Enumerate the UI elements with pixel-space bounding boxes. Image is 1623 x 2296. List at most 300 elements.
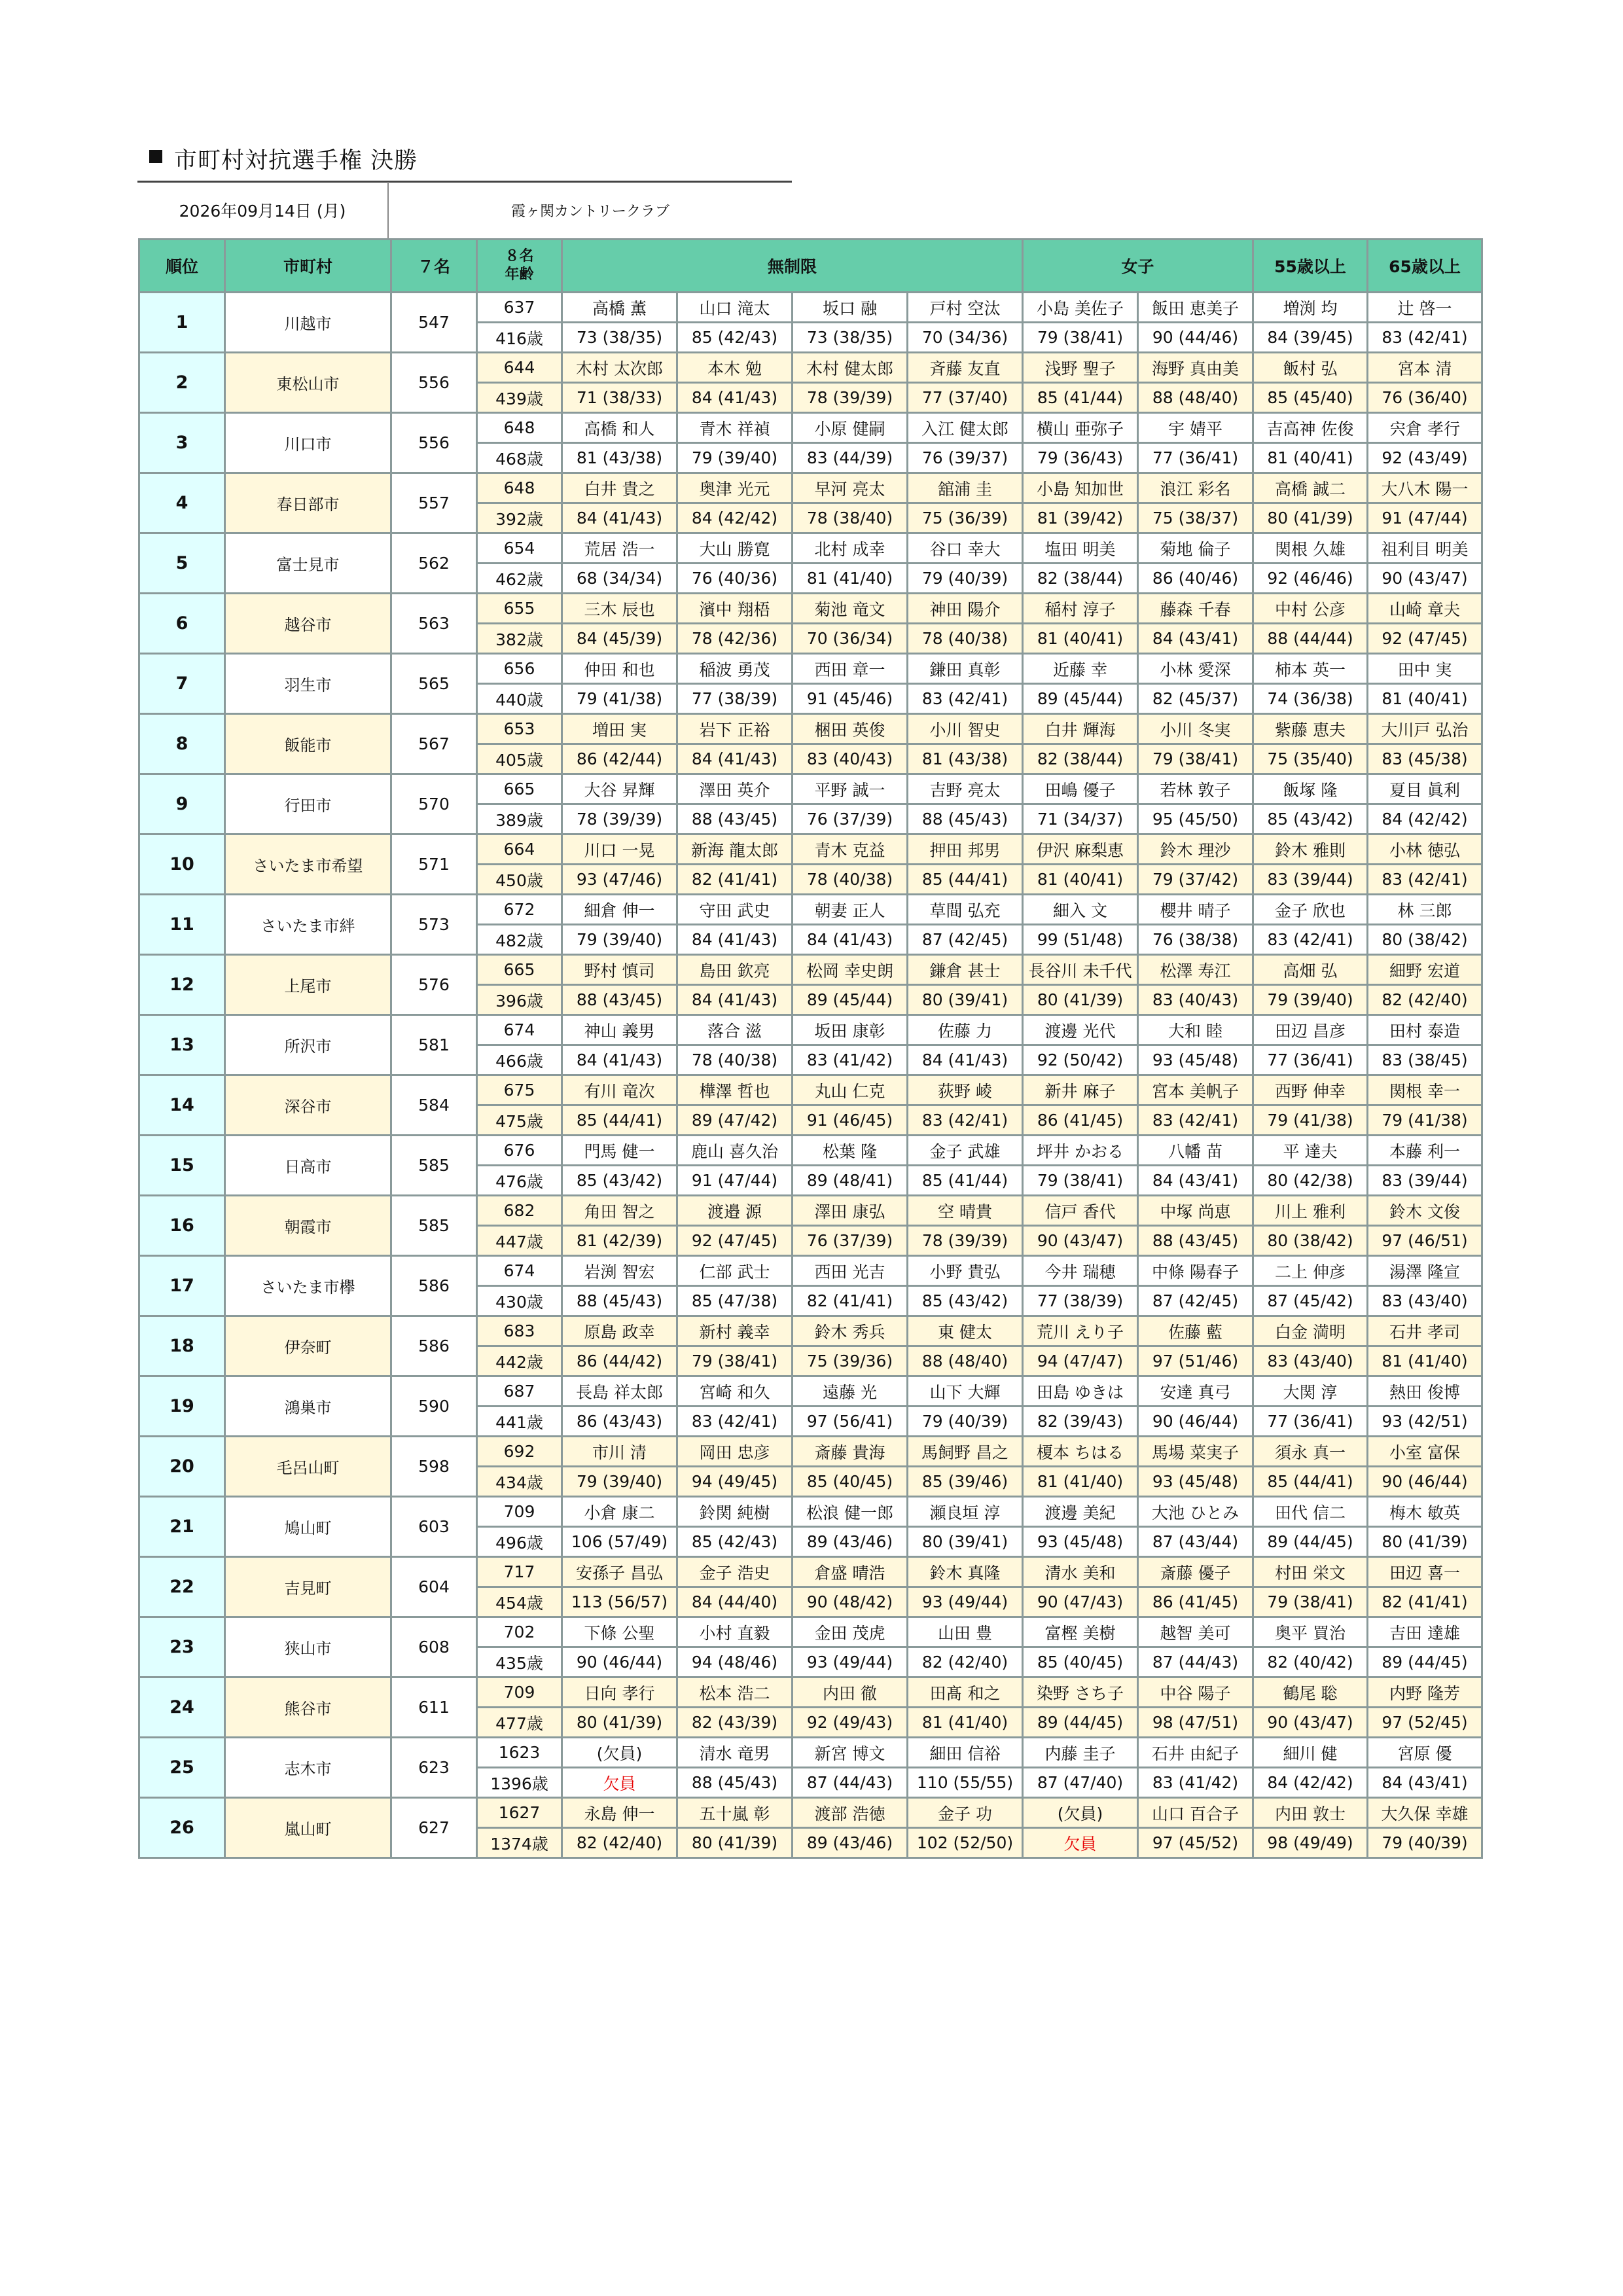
over-55-player-cell: 須永 真一 — [1253, 1437, 1368, 1467]
over-65-player-cell: 田村 泰造 — [1368, 1015, 1482, 1045]
women-score-1-cell: 85 (40/45) — [1023, 1647, 1138, 1677]
city-cell: 飯能市 — [225, 714, 391, 774]
table-row — [139, 1617, 1482, 1647]
city-cell: 志木市 — [225, 1738, 391, 1798]
open-score-1-cell: 79 (41/38) — [562, 684, 677, 714]
women-player-1-cell: 内藤 圭子 — [1023, 1738, 1138, 1768]
eight-age-cell: 434歳 — [477, 1467, 562, 1497]
open-score-4-cell: 85 (44/41) — [908, 865, 1023, 895]
women-score-2-cell: 90 (46/44) — [1138, 1407, 1253, 1437]
rank-cell: 7 — [139, 654, 225, 714]
open-score-1-cell: 68 (34/34) — [562, 564, 677, 594]
over-55-player-cell: 柿本 英一 — [1253, 654, 1368, 684]
eight-age-cell: 466歳 — [477, 1045, 562, 1075]
open-score-4-cell: 110 (55/55) — [908, 1768, 1023, 1798]
table-row — [139, 1437, 1482, 1467]
rank-cell: 10 — [139, 834, 225, 895]
over-65-score-cell: 76 (36/40) — [1368, 383, 1482, 413]
eight-age-cell: 389歳 — [477, 804, 562, 834]
women-player-2-cell: 櫻井 晴子 — [1138, 895, 1253, 925]
open-score-2-cell: 84 (41/43) — [677, 925, 793, 955]
event-venue: 霞ヶ関カントリークラブ — [510, 203, 669, 220]
open-score-1-cell: 73 (38/35) — [562, 323, 677, 353]
women-player-2-cell: 鈴木 理沙 — [1138, 834, 1253, 865]
women-score-1-cell: 79 (36/43) — [1023, 443, 1138, 473]
women-player-1-cell: 榎本 ちはる — [1023, 1437, 1138, 1467]
women-player-2-cell: 石井 由紀子 — [1138, 1738, 1253, 1768]
open-score-3-cell: 78 (38/40) — [793, 503, 908, 533]
seven-total-cell: 627 — [391, 1798, 477, 1858]
rank-cell: 23 — [139, 1617, 225, 1677]
open-score-3-cell: 78 (39/39) — [793, 383, 908, 413]
open-player-4-cell: 馬飼野 昌之 — [908, 1437, 1023, 1467]
open-score-3-cell: 84 (41/43) — [793, 925, 908, 955]
open-score-2-cell: 91 (47/44) — [677, 1166, 793, 1196]
eight-age-cell: 477歳 — [477, 1708, 562, 1738]
over-65-score-cell: 79 (41/38) — [1368, 1105, 1482, 1136]
seven-total-cell: 556 — [391, 413, 477, 473]
open-player-3-cell: 西田 章一 — [793, 654, 908, 684]
seven-total-cell: 557 — [391, 473, 477, 533]
table-header-row — [139, 240, 1482, 293]
seven-total-cell: 556 — [391, 353, 477, 413]
open-score-2-cell: 77 (38/39) — [677, 684, 793, 714]
over-55-player-cell: 紫藤 恵夫 — [1253, 714, 1368, 744]
open-player-4-cell: 押田 邦男 — [908, 834, 1023, 865]
table-row — [139, 1557, 1482, 1587]
women-player-1-cell: 新井 麻子 — [1023, 1075, 1138, 1105]
open-score-3-cell: 87 (44/43) — [793, 1768, 908, 1798]
open-score-1-cell: 80 (41/39) — [562, 1708, 677, 1738]
open-score-1-cell: 欠員 — [562, 1768, 677, 1798]
eight-age-cell: 1396歳 — [477, 1768, 562, 1798]
over-65-score-cell: 84 (42/42) — [1368, 804, 1482, 834]
over-55-player-cell: 内田 敦士 — [1253, 1798, 1368, 1828]
open-player-2-cell: 小村 直毅 — [677, 1617, 793, 1647]
women-player-2-cell: 宮本 美帆子 — [1138, 1075, 1253, 1105]
over-65-player-cell: 祖利目 明美 — [1368, 533, 1482, 564]
rank-cell: 18 — [139, 1316, 225, 1376]
over-65-player-cell: 大久保 幸雄 — [1368, 1798, 1482, 1828]
open-player-2-cell: 新村 義幸 — [677, 1316, 793, 1346]
open-score-3-cell: 90 (48/42) — [793, 1587, 908, 1617]
open-player-3-cell: 梱田 英俊 — [793, 714, 908, 744]
over-65-player-cell: 本藤 利一 — [1368, 1136, 1482, 1166]
open-score-4-cell: 81 (41/40) — [908, 1708, 1023, 1738]
women-score-1-cell: 92 (50/42) — [1023, 1045, 1138, 1075]
header-seven-total: ７名 — [391, 240, 477, 293]
open-score-3-cell: 93 (49/44) — [793, 1647, 908, 1677]
open-score-2-cell: 88 (45/43) — [677, 1768, 793, 1798]
over-55-player-cell: 村田 栄文 — [1253, 1557, 1368, 1587]
women-score-2-cell: 97 (51/46) — [1138, 1346, 1253, 1376]
table-row — [139, 714, 1482, 744]
header-eight-age: ８名 年齢 — [477, 240, 562, 293]
open-player-1-cell: 仲田 和也 — [562, 654, 677, 684]
open-score-1-cell: 84 (41/43) — [562, 503, 677, 533]
women-score-2-cell: 97 (45/52) — [1138, 1828, 1253, 1858]
seven-total-cell: 576 — [391, 955, 477, 1015]
open-player-1-cell: 永島 伸一 — [562, 1798, 677, 1828]
over-55-player-cell: 飯村 弘 — [1253, 353, 1368, 383]
open-score-2-cell: 79 (39/40) — [677, 443, 793, 473]
open-score-2-cell: 85 (42/43) — [677, 1527, 793, 1557]
open-score-3-cell: 83 (44/39) — [793, 443, 908, 473]
table-row — [139, 1015, 1482, 1045]
open-player-3-cell: 青木 克益 — [793, 834, 908, 865]
open-player-3-cell: 松岡 幸史朗 — [793, 955, 908, 985]
open-score-2-cell: 85 (47/38) — [677, 1286, 793, 1316]
rank-cell: 24 — [139, 1677, 225, 1738]
event-info-row — [137, 182, 792, 238]
open-player-3-cell: 遠藤 光 — [793, 1376, 908, 1407]
table-row — [139, 353, 1482, 383]
open-player-2-cell: 松本 浩二 — [677, 1677, 793, 1708]
city-cell: 狭山市 — [225, 1617, 391, 1677]
women-score-1-cell: 82 (39/43) — [1023, 1407, 1138, 1437]
open-player-4-cell: 吉野 亮太 — [908, 774, 1023, 804]
open-score-3-cell: 83 (40/43) — [793, 744, 908, 774]
eight-total-cell: 648 — [477, 413, 562, 443]
city-cell: 所沢市 — [225, 1015, 391, 1075]
eight-total-cell: 676 — [477, 1136, 562, 1166]
women-score-2-cell: 86 (40/46) — [1138, 564, 1253, 594]
women-player-2-cell: 浪江 彩名 — [1138, 473, 1253, 503]
header-women: 女子 — [1023, 240, 1253, 293]
city-cell: 伊奈町 — [225, 1316, 391, 1376]
open-score-4-cell: 88 (45/43) — [908, 804, 1023, 834]
eight-total-cell: 1623 — [477, 1738, 562, 1768]
women-player-1-cell: 渡邊 光代 — [1023, 1015, 1138, 1045]
table-row — [139, 774, 1482, 804]
open-score-3-cell: 91 (45/46) — [793, 684, 908, 714]
women-score-1-cell: 89 (44/45) — [1023, 1708, 1138, 1738]
open-player-1-cell: 有川 竜次 — [562, 1075, 677, 1105]
open-player-2-cell: 濱中 翔梧 — [677, 594, 793, 624]
women-player-2-cell: 大池 ひとみ — [1138, 1497, 1253, 1527]
open-score-4-cell: 81 (43/38) — [908, 744, 1023, 774]
open-player-1-cell: 日向 孝行 — [562, 1677, 677, 1708]
women-score-1-cell: 94 (47/47) — [1023, 1346, 1138, 1376]
open-score-3-cell: 73 (38/35) — [793, 323, 908, 353]
open-player-1-cell: (欠員) — [562, 1738, 677, 1768]
table-row — [139, 1376, 1482, 1407]
women-score-2-cell: 88 (48/40) — [1138, 383, 1253, 413]
open-player-1-cell: 荒居 浩一 — [562, 533, 677, 564]
women-score-2-cell: 87 (42/45) — [1138, 1286, 1253, 1316]
open-score-2-cell: 80 (41/39) — [677, 1828, 793, 1858]
women-score-1-cell: 71 (34/37) — [1023, 804, 1138, 834]
city-cell: さいたま市希望 — [225, 834, 391, 895]
eight-total-cell: 709 — [477, 1677, 562, 1708]
open-player-3-cell: 西田 光吉 — [793, 1256, 908, 1286]
eight-total-cell: 672 — [477, 895, 562, 925]
over-65-player-cell: 吉田 達雄 — [1368, 1617, 1482, 1647]
city-cell: 羽生市 — [225, 654, 391, 714]
open-player-4-cell: 鈴木 真隆 — [908, 1557, 1023, 1587]
eight-total-cell: 675 — [477, 1075, 562, 1105]
open-score-3-cell: 97 (56/41) — [793, 1407, 908, 1437]
women-score-1-cell: 99 (51/48) — [1023, 925, 1138, 955]
open-score-4-cell: 78 (40/38) — [908, 624, 1023, 654]
eight-total-cell: 1627 — [477, 1798, 562, 1828]
over-65-score-cell: 97 (46/51) — [1368, 1226, 1482, 1256]
rank-cell: 17 — [139, 1256, 225, 1316]
over-65-score-cell: 90 (43/47) — [1368, 564, 1482, 594]
over-55-player-cell: 中村 公彦 — [1253, 594, 1368, 624]
open-player-1-cell: 木村 太次郎 — [562, 353, 677, 383]
over-55-player-cell: 奥平 買治 — [1253, 1617, 1368, 1647]
women-score-1-cell: 89 (45/44) — [1023, 684, 1138, 714]
open-player-1-cell: 川口 一晃 — [562, 834, 677, 865]
open-score-4-cell: 76 (39/37) — [908, 443, 1023, 473]
over-65-player-cell: 夏目 眞利 — [1368, 774, 1482, 804]
seven-total-cell: 570 — [391, 774, 477, 834]
seven-total-cell: 603 — [391, 1497, 477, 1557]
rank-cell: 16 — [139, 1196, 225, 1256]
eight-total-cell: 702 — [477, 1617, 562, 1647]
eight-age-cell: 468歳 — [477, 443, 562, 473]
table-row — [139, 834, 1482, 865]
open-score-1-cell: 85 (44/41) — [562, 1105, 677, 1136]
women-score-1-cell: 85 (41/44) — [1023, 383, 1138, 413]
page-title-block — [137, 143, 792, 183]
table-row — [139, 594, 1482, 624]
seven-total-cell: 571 — [391, 834, 477, 895]
over-55-player-cell: 金子 欣也 — [1253, 895, 1368, 925]
open-player-2-cell: 樺澤 哲也 — [677, 1075, 793, 1105]
open-score-2-cell: 89 (47/42) — [677, 1105, 793, 1136]
over-55-score-cell: 84 (39/45) — [1253, 323, 1368, 353]
open-player-2-cell: 澤田 英介 — [677, 774, 793, 804]
women-score-2-cell: 84 (43/41) — [1138, 624, 1253, 654]
over-55-player-cell: 白金 満明 — [1253, 1316, 1368, 1346]
open-player-1-cell: 門馬 健一 — [562, 1136, 677, 1166]
over-65-player-cell: 田中 実 — [1368, 654, 1482, 684]
open-score-1-cell: 79 (39/40) — [562, 1467, 677, 1497]
open-score-4-cell: 78 (39/39) — [908, 1226, 1023, 1256]
open-player-2-cell: 仁部 武士 — [677, 1256, 793, 1286]
over-55-score-cell: 85 (45/40) — [1253, 383, 1368, 413]
women-player-1-cell: 小島 美佐子 — [1023, 293, 1138, 323]
over-55-player-cell: 関根 久雄 — [1253, 533, 1368, 564]
eight-age-cell: 454歳 — [477, 1587, 562, 1617]
open-player-4-cell: 小野 貴弘 — [908, 1256, 1023, 1286]
open-score-2-cell: 84 (44/40) — [677, 1587, 793, 1617]
women-score-1-cell: 81 (41/40) — [1023, 1467, 1138, 1497]
eight-total-cell: 644 — [477, 353, 562, 383]
women-score-1-cell: 80 (41/39) — [1023, 985, 1138, 1015]
over-65-player-cell: 石井 孝司 — [1368, 1316, 1482, 1346]
open-player-4-cell: 佐藤 力 — [908, 1015, 1023, 1045]
seven-total-cell: 608 — [391, 1617, 477, 1677]
rank-cell: 2 — [139, 353, 225, 413]
open-player-1-cell: 細倉 伸一 — [562, 895, 677, 925]
eight-age-cell: 462歳 — [477, 564, 562, 594]
open-player-1-cell: 増田 実 — [562, 714, 677, 744]
open-player-2-cell: 岡田 忠彦 — [677, 1437, 793, 1467]
over-55-player-cell: 吉高神 佐俊 — [1253, 413, 1368, 443]
open-player-2-cell: 新海 龍太郎 — [677, 834, 793, 865]
over-65-score-cell: 80 (41/39) — [1368, 1527, 1482, 1557]
open-player-3-cell: 渡部 浩徳 — [793, 1798, 908, 1828]
open-player-2-cell: 鹿山 喜久治 — [677, 1136, 793, 1166]
women-player-1-cell: 信戸 香代 — [1023, 1196, 1138, 1226]
rank-cell: 26 — [139, 1798, 225, 1858]
open-score-3-cell: 70 (36/34) — [793, 624, 908, 654]
table-row — [139, 1256, 1482, 1286]
open-score-2-cell: 84 (41/43) — [677, 383, 793, 413]
eight-total-cell: 656 — [477, 654, 562, 684]
open-player-2-cell: 山口 滝太 — [677, 293, 793, 323]
rank-cell: 15 — [139, 1136, 225, 1196]
open-score-1-cell: 88 (43/45) — [562, 985, 677, 1015]
women-score-1-cell: 77 (38/39) — [1023, 1286, 1138, 1316]
rank-cell: 1 — [139, 293, 225, 353]
over-65-score-cell: 79 (40/39) — [1368, 1828, 1482, 1858]
over-55-player-cell: 田辺 昌彦 — [1253, 1015, 1368, 1045]
over-65-score-cell: 80 (38/42) — [1368, 925, 1482, 955]
eight-total-cell: 648 — [477, 473, 562, 503]
open-player-2-cell: 清水 竜男 — [677, 1738, 793, 1768]
women-player-1-cell: 坪井 かおる — [1023, 1136, 1138, 1166]
city-cell: 熊谷市 — [225, 1677, 391, 1738]
city-cell: さいたま市絆 — [225, 895, 391, 955]
city-cell: 日高市 — [225, 1136, 391, 1196]
rank-cell: 13 — [139, 1015, 225, 1075]
over-55-score-cell: 92 (46/46) — [1253, 564, 1368, 594]
open-score-4-cell: 84 (41/43) — [908, 1045, 1023, 1075]
rank-cell: 21 — [139, 1497, 225, 1557]
open-score-4-cell: 83 (42/41) — [908, 1105, 1023, 1136]
women-score-2-cell: 82 (45/37) — [1138, 684, 1253, 714]
over-55-score-cell: 79 (38/41) — [1253, 1587, 1368, 1617]
open-score-1-cell: 85 (43/42) — [562, 1166, 677, 1196]
over-65-score-cell: 81 (40/41) — [1368, 684, 1482, 714]
over-65-player-cell: 小林 徳弘 — [1368, 834, 1482, 865]
over-55-player-cell: 増渕 均 — [1253, 293, 1368, 323]
over-65-score-cell: 83 (43/40) — [1368, 1286, 1482, 1316]
rank-cell: 9 — [139, 774, 225, 834]
over-65-player-cell: 熱田 俊博 — [1368, 1376, 1482, 1407]
eight-total-cell: 664 — [477, 834, 562, 865]
table-row — [139, 1677, 1482, 1708]
over-65-player-cell: 大川戸 弘治 — [1368, 714, 1482, 744]
open-score-1-cell: 78 (39/39) — [562, 804, 677, 834]
open-score-1-cell: 106 (57/49) — [562, 1527, 677, 1557]
women-player-1-cell: 清水 美和 — [1023, 1557, 1138, 1587]
open-score-2-cell: 78 (42/36) — [677, 624, 793, 654]
women-player-1-cell: 田嶋 優子 — [1023, 774, 1138, 804]
open-score-1-cell: 86 (44/42) — [562, 1346, 677, 1376]
seven-total-cell: 586 — [391, 1256, 477, 1316]
over-55-player-cell: 平 達夫 — [1253, 1136, 1368, 1166]
city-cell: 春日部市 — [225, 473, 391, 533]
women-player-2-cell: 佐藤 藍 — [1138, 1316, 1253, 1346]
open-player-1-cell: 市川 清 — [562, 1437, 677, 1467]
open-score-4-cell: 85 (43/42) — [908, 1286, 1023, 1316]
rank-cell: 25 — [139, 1738, 225, 1798]
open-score-3-cell: 83 (41/42) — [793, 1045, 908, 1075]
women-player-2-cell: 中谷 陽子 — [1138, 1677, 1253, 1708]
open-player-3-cell: 松浪 健一郎 — [793, 1497, 908, 1527]
women-player-1-cell: 染野 さち子 — [1023, 1677, 1138, 1708]
eight-age-cell: 476歳 — [477, 1166, 562, 1196]
rank-cell: 5 — [139, 533, 225, 594]
eight-age-cell: 382歳 — [477, 624, 562, 654]
eight-age-cell: 392歳 — [477, 503, 562, 533]
open-score-3-cell: 89 (43/46) — [793, 1828, 908, 1858]
open-score-3-cell: 89 (43/46) — [793, 1527, 908, 1557]
open-player-2-cell: 渡邉 源 — [677, 1196, 793, 1226]
eight-age-cell: 416歳 — [477, 323, 562, 353]
over-65-player-cell: 辻 啓一 — [1368, 293, 1482, 323]
rank-cell: 6 — [139, 594, 225, 654]
over-55-score-cell: 79 (39/40) — [1253, 985, 1368, 1015]
open-score-2-cell: 84 (42/42) — [677, 503, 793, 533]
open-player-4-cell: 草間 弘充 — [908, 895, 1023, 925]
women-score-1-cell: 90 (43/47) — [1023, 1226, 1138, 1256]
over-55-score-cell: 75 (35/40) — [1253, 744, 1368, 774]
women-player-2-cell: 斎藤 優子 — [1138, 1557, 1253, 1587]
page-title: 市町村対抗選手権 決勝 — [174, 148, 418, 174]
open-score-1-cell: 71 (38/33) — [562, 383, 677, 413]
open-player-1-cell: 原島 政幸 — [562, 1316, 677, 1346]
open-score-2-cell: 76 (40/36) — [677, 564, 793, 594]
table-row — [139, 413, 1482, 443]
open-score-3-cell: 92 (49/43) — [793, 1708, 908, 1738]
open-player-3-cell: 朝妻 正人 — [793, 895, 908, 925]
women-score-1-cell: 82 (38/44) — [1023, 744, 1138, 774]
open-player-1-cell: 下條 公聖 — [562, 1617, 677, 1647]
eight-age-cell: 405歳 — [477, 744, 562, 774]
over-55-score-cell: 98 (49/49) — [1253, 1828, 1368, 1858]
over-55-score-cell: 85 (43/42) — [1253, 804, 1368, 834]
women-score-2-cell: 79 (37/42) — [1138, 865, 1253, 895]
open-player-3-cell: 内田 徹 — [793, 1677, 908, 1708]
women-score-2-cell: 88 (43/45) — [1138, 1226, 1253, 1256]
results-table — [138, 238, 1483, 1859]
eight-total-cell: 717 — [477, 1557, 562, 1587]
open-player-1-cell: 三木 辰也 — [562, 594, 677, 624]
women-score-1-cell: 81 (40/41) — [1023, 624, 1138, 654]
open-player-3-cell: 斎藤 貴海 — [793, 1437, 908, 1467]
over-65-score-cell: 83 (39/44) — [1368, 1166, 1482, 1196]
open-score-2-cell: 84 (41/43) — [677, 744, 793, 774]
over-55-score-cell: 83 (43/40) — [1253, 1346, 1368, 1376]
open-score-2-cell: 94 (49/45) — [677, 1467, 793, 1497]
open-player-3-cell: 北村 成幸 — [793, 533, 908, 564]
header-over-65: 65歳以上 — [1368, 240, 1482, 293]
open-score-4-cell: 79 (40/39) — [908, 1407, 1023, 1437]
table-row — [139, 895, 1482, 925]
open-player-4-cell: 金子 功 — [908, 1798, 1023, 1828]
women-score-2-cell: 90 (44/46) — [1138, 323, 1253, 353]
city-cell: 朝霞市 — [225, 1196, 391, 1256]
seven-total-cell: 567 — [391, 714, 477, 774]
table-row — [139, 1196, 1482, 1226]
over-55-player-cell: 川上 雅利 — [1253, 1196, 1368, 1226]
eight-age-cell: 496歳 — [477, 1527, 562, 1557]
city-cell: 越谷市 — [225, 594, 391, 654]
city-cell: 東松山市 — [225, 353, 391, 413]
open-player-3-cell: 松葉 隆 — [793, 1136, 908, 1166]
women-player-2-cell: 菊地 倫子 — [1138, 533, 1253, 564]
open-score-3-cell: 81 (41/40) — [793, 564, 908, 594]
eight-total-cell: 682 — [477, 1196, 562, 1226]
city-cell: 行田市 — [225, 774, 391, 834]
seven-total-cell: 611 — [391, 1677, 477, 1738]
